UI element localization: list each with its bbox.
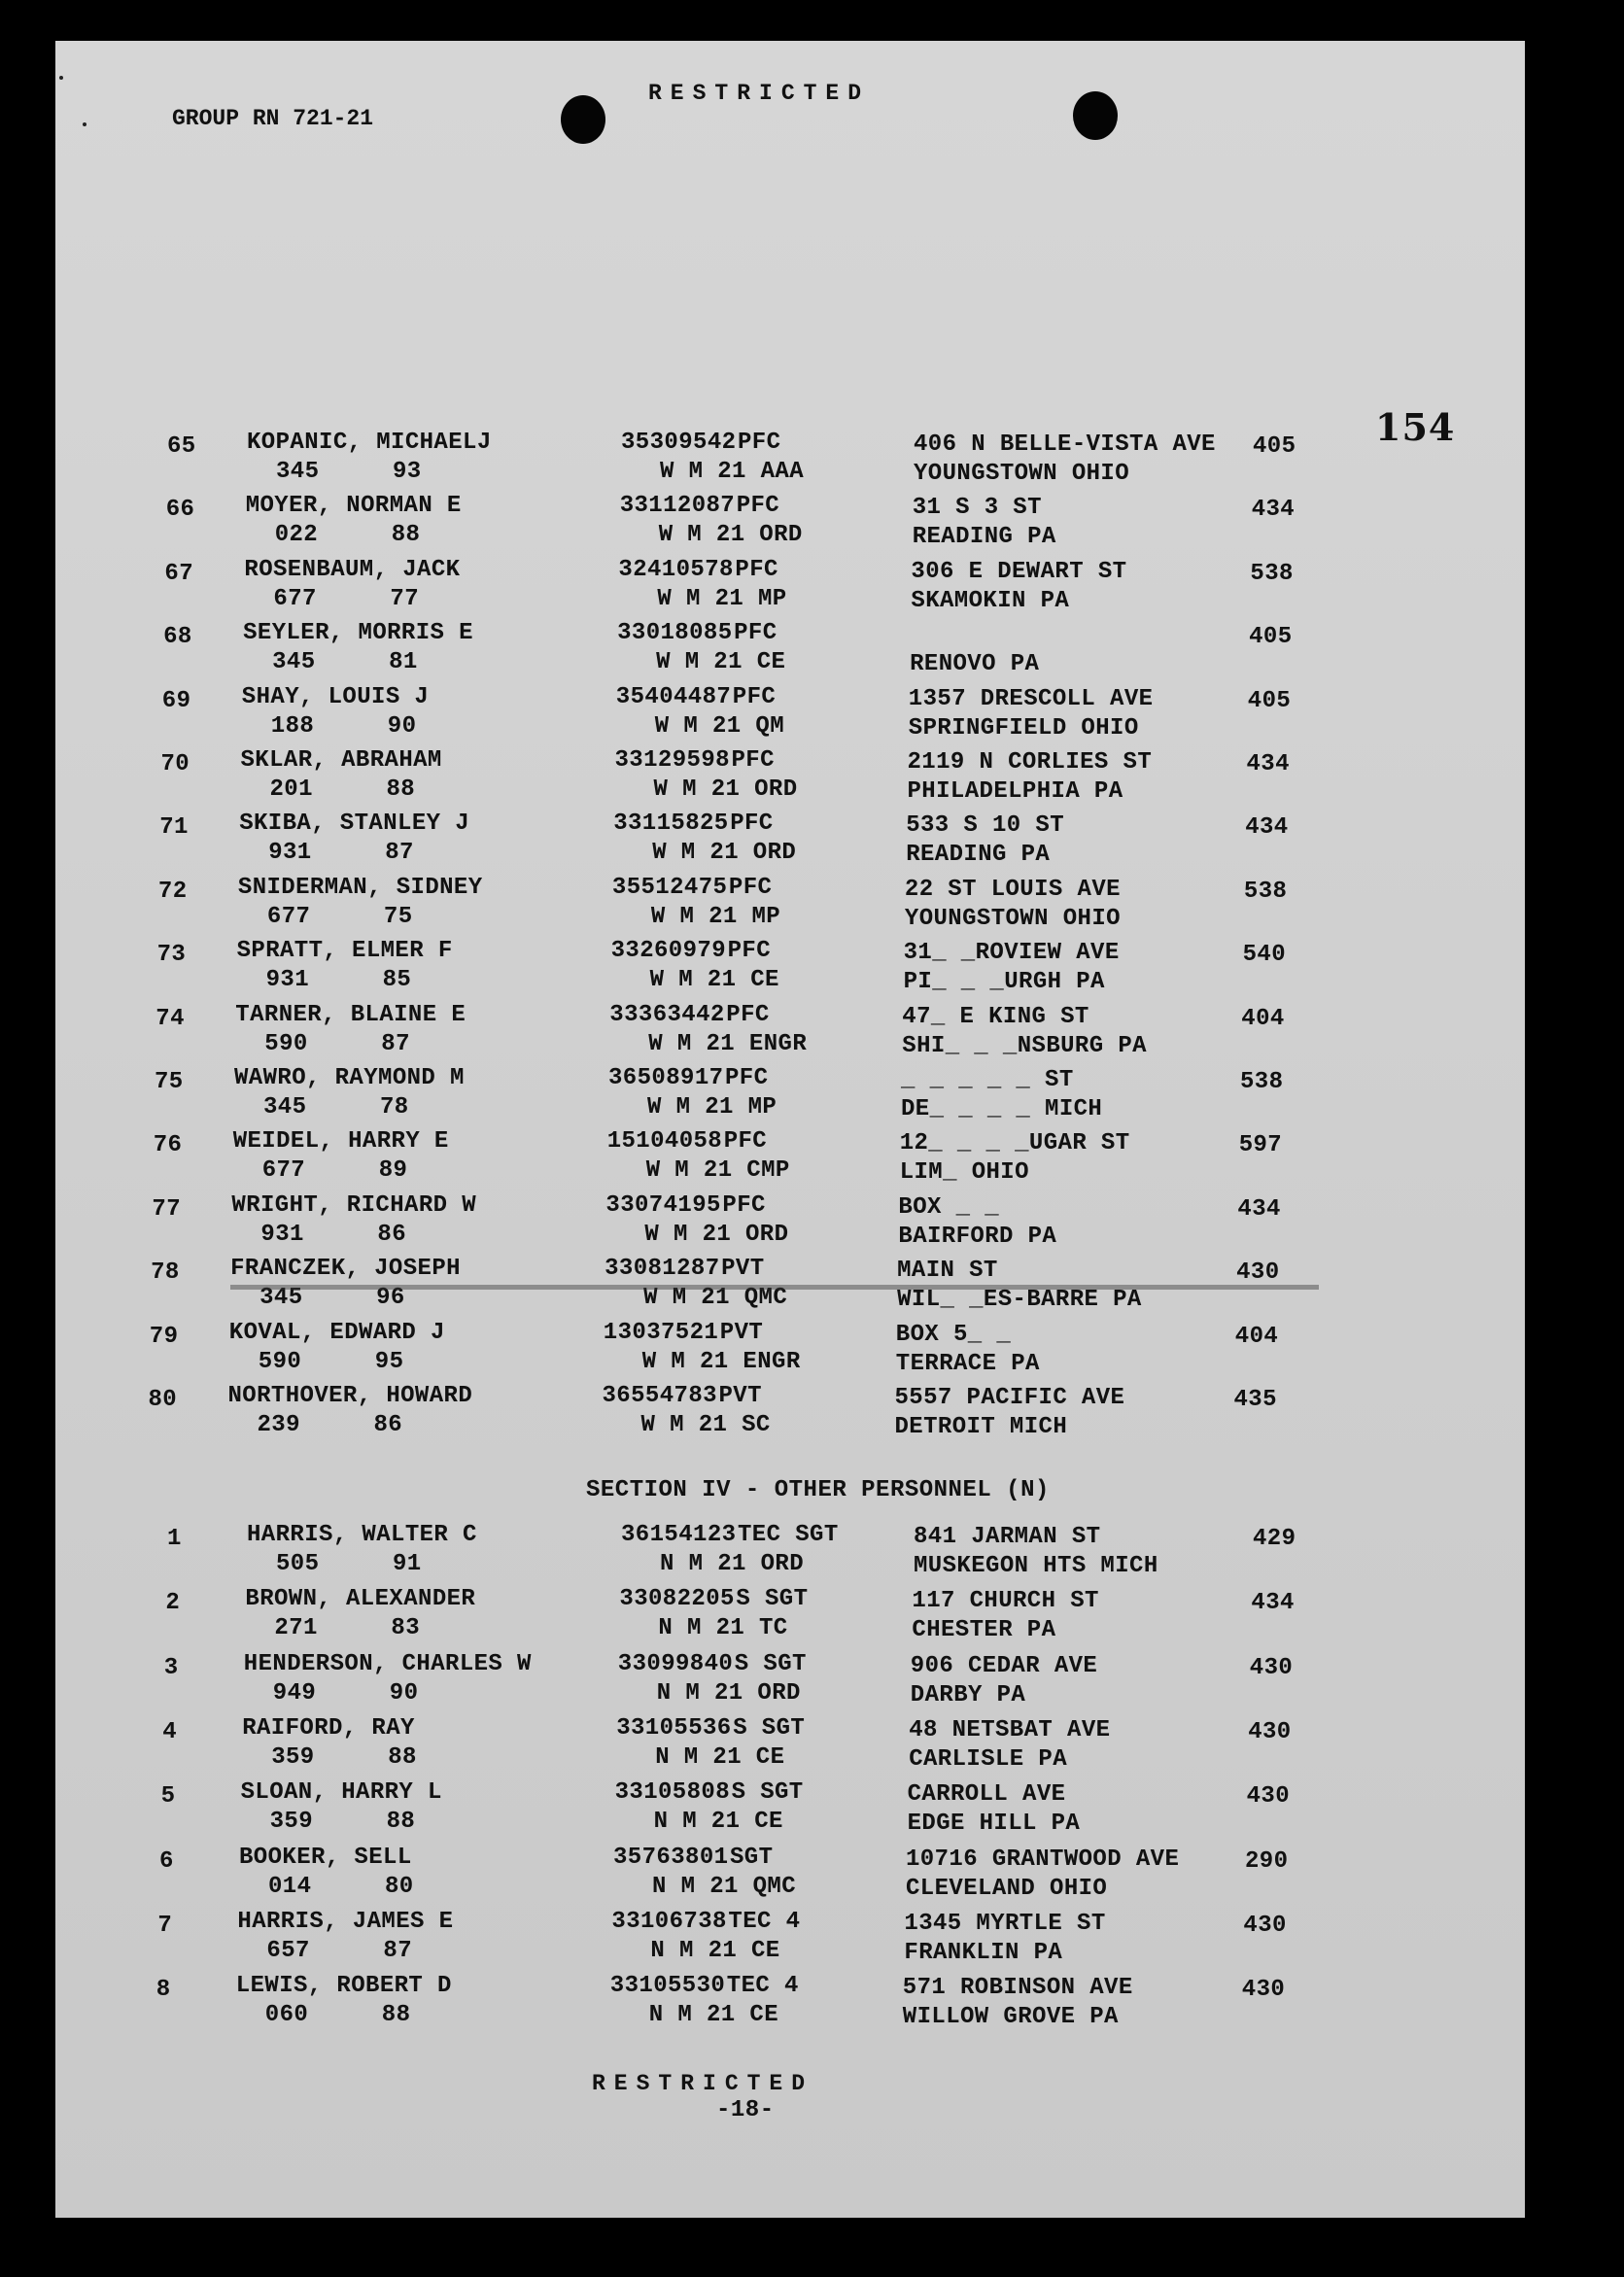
record-value: 434 [1237, 1195, 1281, 1223]
record-address-street: 306 E DEWART ST [911, 558, 1127, 585]
record-serial: 33082205 [619, 1586, 735, 1613]
record-address-city: SHI_ _ _NSBURG PA [902, 1032, 1147, 1059]
record-rank: TEC 4 [726, 1973, 799, 2000]
table-row [166, 493, 1332, 555]
scan-streak [230, 1285, 1319, 1290]
record-address-city: YOUNGSTOWN OHIO [914, 461, 1130, 487]
record-name: SEYLER, MORRIS E [243, 620, 473, 647]
record-address-city: TERRACE PA [895, 1350, 1040, 1377]
record-address-city: DETROIT MICH [894, 1414, 1068, 1440]
record-name: RAIFORD, RAY [242, 1714, 415, 1742]
record-classification: W M 21 CE [656, 649, 786, 676]
record-address-street: 2119 N CORLIES ST [907, 749, 1153, 776]
record-classification: W M 21 ORD [644, 1221, 789, 1248]
record-number: 3 [163, 1654, 179, 1681]
record-classification: W M 21 ENGR [648, 1030, 808, 1057]
record-serial: 35404487 [615, 683, 732, 710]
record-number: 75 [155, 1069, 184, 1095]
record-value: 405 [1249, 624, 1293, 651]
record-value: 290 [1245, 1847, 1289, 1875]
record-address-street: 571 ROBINSON AVE [902, 1975, 1133, 2002]
record-address-street: 31 S 3 ST [912, 495, 1042, 522]
record-address-street: 48 NETSBAT AVE [909, 1716, 1111, 1743]
record-serial: 35309542 [621, 430, 737, 456]
record-code-a: 060 [264, 2002, 309, 2029]
record-rank: PFC [726, 1001, 770, 1028]
record-serial: 33105536 [616, 1714, 732, 1742]
table-row [163, 620, 1330, 682]
record-number: 80 [148, 1387, 178, 1413]
table-row [159, 1845, 1326, 1907]
record-code-a: 931 [260, 1221, 304, 1248]
record-number: 8 [155, 1977, 171, 2004]
record-code-a: 345 [259, 1285, 303, 1312]
record-serial: 15104058 [606, 1128, 723, 1156]
record-value: 405 [1253, 433, 1296, 460]
speck [83, 122, 86, 126]
record-name: HENDERSON, CHARLES W [243, 1650, 532, 1677]
table-row [161, 747, 1328, 810]
record-rank: PFC [730, 811, 774, 838]
record-rank: PFC [723, 1128, 768, 1156]
record-address-street: 533 S 10 ST [906, 812, 1065, 840]
record-rank: PFC [727, 938, 772, 965]
record-name: SKLAR, ABRAHAM [240, 747, 442, 774]
record-name: ROSENBAUM, JACK [244, 556, 461, 583]
record-number: 70 [160, 751, 190, 777]
record-address-city: SPRINGFIELD OHIO [908, 714, 1139, 742]
record-address-city: LIM_ OHIO [899, 1159, 1029, 1187]
record-name: NORTHOVER, HOWARD [227, 1383, 473, 1409]
record-classification: W M 21 MP [650, 903, 781, 930]
record-rank: S SGT [731, 1779, 804, 1807]
table-row [162, 684, 1329, 746]
table-row [165, 1586, 1331, 1648]
record-classification: W M 21 MP [657, 585, 787, 612]
record-value: 540 [1242, 942, 1287, 969]
table-row [162, 1715, 1329, 1777]
record-address-street: 841 JARMAN ST [914, 1524, 1101, 1550]
record-code-a: 014 [268, 1873, 312, 1900]
record-address-street: 117 CHURCH ST [912, 1588, 1099, 1615]
record-value: 434 [1246, 751, 1290, 777]
page-number: 154 [1375, 405, 1456, 449]
record-value: 434 [1245, 814, 1289, 842]
record-rank: PFC [725, 1065, 769, 1091]
record-serial: 33363442 [609, 1001, 725, 1028]
record-name: BOOKER, SELL [239, 1844, 412, 1871]
record-code-b: 86 [377, 1221, 406, 1248]
record-classification: W M 21 AAA [660, 459, 805, 485]
record-code-a: 359 [271, 1743, 315, 1771]
record-address-street: 47_ E KING ST [902, 1003, 1089, 1030]
record-number: 69 [161, 687, 191, 714]
record-number: 5 [160, 1783, 176, 1811]
record-rank: S SGT [736, 1586, 809, 1613]
record-address-city: DARBY PA [910, 1681, 1026, 1708]
table-row [157, 1909, 1324, 1971]
speck [59, 76, 63, 80]
table-row [164, 557, 1330, 619]
record-address-street: 12_ _ _ _UGAR ST [899, 1130, 1130, 1157]
record-code-b: 87 [383, 1937, 412, 1964]
record-address-street: _ _ _ _ _ ST [901, 1067, 1074, 1093]
record-code-b: 91 [393, 1551, 422, 1577]
record-name: LEWIS, ROBERT D [235, 1973, 452, 2000]
record-serial: 13037521 [603, 1319, 719, 1346]
record-code-a: 239 [257, 1412, 300, 1438]
record-value: 430 [1236, 1259, 1280, 1287]
record-number: 68 [163, 624, 192, 651]
record-rank: S SGT [733, 1714, 806, 1742]
record-value: 404 [1241, 1005, 1285, 1032]
record-name: SPRATT, ELMER F [236, 938, 453, 965]
record-code-a: 345 [272, 649, 316, 676]
record-code-b: 88 [391, 522, 421, 549]
record-rank: PFC [734, 620, 777, 647]
record-code-b: 77 [390, 585, 419, 612]
record-rank: PFC [731, 747, 775, 774]
record-name: TARNER, BLAINE E [235, 1001, 466, 1028]
record-code-b: 85 [382, 967, 412, 994]
record-number: 2 [165, 1590, 181, 1617]
record-value: 404 [1234, 1323, 1279, 1350]
record-code-b: 89 [378, 1157, 408, 1185]
record-classification: N M 21 CE [655, 1743, 785, 1771]
record-classification: W M 21 QM [654, 712, 785, 740]
record-name: HARRIS, WALTER C [247, 1522, 477, 1548]
record-code-b: 80 [385, 1873, 414, 1900]
record-rank: PVT [718, 1383, 762, 1409]
record-value: 429 [1253, 1526, 1296, 1552]
record-address-street: MAIN ST [897, 1258, 998, 1285]
record-code-a: 677 [261, 1157, 306, 1185]
record-name: SHAY, LOUIS J [241, 683, 430, 710]
record-code-b: 88 [381, 2002, 411, 2029]
record-number: 65 [167, 433, 196, 460]
record-value: 430 [1241, 1977, 1286, 2004]
record-value: 597 [1238, 1132, 1283, 1159]
record-code-b: 88 [388, 1743, 417, 1771]
record-number: 73 [156, 942, 187, 969]
footer-page-number: -18- [716, 2097, 775, 2123]
record-number: 1 [167, 1526, 182, 1552]
record-code-b: 90 [389, 1679, 419, 1707]
record-classification: W M 21 QMC [643, 1285, 788, 1312]
record-address-city: CARLISLE PA [909, 1745, 1068, 1773]
record-serial: 33106738 [611, 1908, 727, 1935]
record-rank: TEC SGT [738, 1522, 839, 1548]
punch-hole [1073, 91, 1118, 140]
record-serial: 33105808 [614, 1779, 731, 1807]
document-page [55, 41, 1525, 2218]
record-name: HARRIS, JAMES E [237, 1908, 454, 1935]
record-classification: N M 21 QMC [652, 1873, 797, 1900]
record-address-street: 22 ST LOUIS AVE [904, 876, 1121, 903]
record-code-a: 677 [273, 585, 317, 612]
table-row [157, 938, 1324, 1000]
record-code-b: 90 [387, 712, 417, 740]
record-classification: W M 21 ENGR [641, 1348, 801, 1375]
record-number: 78 [151, 1259, 180, 1287]
record-value: 430 [1246, 1783, 1291, 1811]
record-code-b: 87 [381, 1030, 410, 1057]
record-code-b: 86 [373, 1412, 403, 1438]
record-code-a: 271 [274, 1615, 318, 1642]
record-serial: 35763801 [613, 1844, 729, 1871]
record-address-street: 906 CEDAR AVE [910, 1652, 1098, 1679]
record-classification: N M 21 CE [648, 2002, 779, 2029]
record-number: 6 [159, 1847, 174, 1875]
record-value: 538 [1250, 560, 1294, 587]
record-serial: 36554783 [602, 1383, 717, 1409]
record-name: WAWRO, RAYMOND M [234, 1065, 465, 1091]
record-code-b: 78 [380, 1094, 409, 1121]
record-address-street: 10716 GRANTWOOD AVE [906, 1846, 1180, 1873]
record-name: SKIBA, STANLEY J [239, 811, 470, 838]
record-rank: S SGT [734, 1650, 807, 1677]
record-rank: PVT [719, 1319, 764, 1346]
table-row [155, 1002, 1322, 1064]
record-address-street: 5557 PACIFIC AVE [894, 1385, 1125, 1411]
record-code-b: 95 [374, 1348, 404, 1375]
record-code-a: 359 [269, 1809, 314, 1836]
record-serial: 33260979 [610, 938, 727, 965]
record-number: 79 [149, 1323, 179, 1350]
punch-hole [561, 95, 605, 144]
table-row [158, 875, 1325, 937]
record-value: 405 [1247, 687, 1292, 714]
record-number: 71 [159, 814, 189, 842]
record-serial: 33099840 [617, 1650, 734, 1677]
record-code-a: 345 [263, 1094, 307, 1121]
record-address-city: READING PA [906, 842, 1051, 869]
record-code-a: 201 [269, 776, 313, 803]
record-name: SNIDERMAN, SIDNEY [237, 874, 483, 901]
table-row [167, 1522, 1333, 1584]
record-name: FRANCZEK, JOSEPH [230, 1256, 461, 1283]
record-value: 430 [1243, 1912, 1287, 1939]
record-serial: 33018085 [617, 620, 733, 647]
table-row [164, 1651, 1330, 1713]
table-row [152, 1192, 1318, 1255]
record-name: KOPANIC, MICHAELJ [247, 430, 492, 456]
record-number: 7 [157, 1912, 173, 1939]
record-number: 4 [162, 1718, 177, 1745]
record-number: 77 [152, 1195, 181, 1223]
record-code-a: 188 [270, 712, 315, 740]
record-serial: 33115825 [613, 811, 729, 838]
record-address-city: PI_ _ _URGH PA [903, 969, 1105, 996]
record-address-street: 406 N BELLE-VISTA AVE [914, 431, 1216, 458]
record-code-a: 590 [258, 1348, 302, 1375]
record-address-city: PHILADELPHIA PA [907, 778, 1123, 805]
record-value: 538 [1243, 878, 1288, 905]
record-rank: SGT [730, 1844, 774, 1871]
record-address-city: SKAMOKIN PA [911, 587, 1070, 614]
record-name: MOYER, NORMAN E [245, 493, 462, 520]
record-value: 430 [1249, 1654, 1294, 1681]
record-code-b: 96 [376, 1285, 405, 1312]
record-name: KOVAL, EDWARD J [228, 1319, 445, 1346]
table-row [159, 811, 1326, 873]
record-address-city: MUSKEGON HTS MICH [914, 1553, 1158, 1579]
record-code-a: 022 [274, 522, 319, 549]
record-serial: 33129598 [614, 747, 730, 774]
record-classification: W M 21 SC [640, 1412, 771, 1438]
record-name: BROWN, ALEXANDER [245, 1586, 476, 1613]
record-value: 435 [1233, 1387, 1277, 1413]
table-row [154, 1128, 1320, 1190]
record-code-b: 81 [389, 649, 418, 676]
record-value: 538 [1240, 1069, 1284, 1095]
record-number: 76 [153, 1132, 183, 1159]
record-name: SLOAN, HARRY L [240, 1779, 442, 1807]
record-classification: N M 21 CE [650, 1937, 780, 1964]
record-classification: W M 21 CMP [645, 1157, 790, 1185]
record-classification: N M 21 ORD [660, 1551, 805, 1577]
record-address-city: FRANKLIN PA [904, 1939, 1063, 1966]
record-rank: TEC 4 [728, 1908, 801, 1935]
record-address-city: BAIRFORD PA [898, 1223, 1057, 1250]
table-row [150, 1320, 1316, 1382]
table-row [161, 1779, 1328, 1842]
record-classification: N M 21 ORD [656, 1679, 801, 1707]
record-classification: N M 21 CE [653, 1809, 783, 1836]
record-number: 67 [164, 560, 193, 587]
record-code-b: 88 [386, 776, 416, 803]
record-rank: PFC [735, 556, 778, 583]
record-address-street: BOX _ _ [898, 1193, 1000, 1221]
record-code-a: 677 [266, 903, 311, 930]
record-code-b: 75 [383, 903, 413, 930]
record-rank: PFC [732, 683, 777, 710]
record-classification: W M 21 ORD [658, 522, 803, 549]
record-rank: PFC [736, 493, 780, 520]
record-address-street: 1357 DRESCOLL AVE [908, 685, 1154, 712]
record-address-street: CARROLL AVE [907, 1781, 1066, 1809]
record-address-city: WILLOW GROVE PA [902, 2004, 1119, 2031]
record-classification: W M 21 ORD [652, 840, 797, 867]
table-row [155, 1065, 1321, 1127]
record-classification: N M 21 TC [658, 1615, 788, 1642]
record-classification: W M 21 MP [647, 1094, 777, 1121]
record-code-a: 949 [272, 1679, 317, 1707]
record-code-a: 931 [265, 967, 310, 994]
record-code-b: 83 [391, 1615, 420, 1642]
table-row [149, 1383, 1315, 1445]
record-rank: PVT [721, 1256, 765, 1283]
record-address-city: DE_ _ _ _ MICH [901, 1096, 1103, 1122]
record-address-city: WIL_ _ES-BARRE PA [897, 1287, 1142, 1314]
record-rank: PFC [738, 430, 781, 456]
record-serial: 35512475 [611, 874, 728, 901]
record-classification: W M 21 CE [649, 967, 779, 994]
record-serial: 33112087 [619, 493, 736, 520]
record-address-street: BOX 5_ _ [895, 1321, 1012, 1348]
record-code-a: 505 [276, 1551, 320, 1577]
record-address-city: EDGE HILL PA [907, 1811, 1081, 1838]
record-rank: PFC [728, 874, 773, 901]
record-number: 72 [157, 878, 188, 905]
record-serial: 33105530 [609, 1973, 726, 2000]
record-name: WEIDEL, HARRY E [232, 1128, 449, 1156]
table-row [167, 430, 1333, 492]
record-address-street: 31_ _ROVIEW AVE [903, 940, 1120, 967]
record-serial: 32410578 [618, 556, 734, 583]
table-row [156, 1973, 1323, 2035]
header-classification: RESTRICTED [648, 81, 871, 106]
record-address-city: CLEVELAND OHIO [906, 1875, 1108, 1902]
record-name: WRIGHT, RICHARD W [231, 1191, 477, 1219]
section-title: SECTION IV - OTHER PERSONNEL (N) [586, 1477, 1050, 1503]
record-value: 434 [1251, 1590, 1295, 1617]
record-number: 66 [165, 497, 195, 524]
record-code-b: 87 [385, 840, 414, 867]
group-label: GROUP RN 721-21 [172, 106, 374, 131]
footer-classification: RESTRICTED [592, 2071, 814, 2096]
record-serial: 33081287 [605, 1256, 720, 1283]
record-code-a: 345 [276, 459, 320, 485]
record-code-b: 88 [386, 1809, 416, 1836]
record-code-a: 931 [268, 840, 312, 867]
record-value: 434 [1251, 497, 1296, 524]
record-address-city: READING PA [912, 524, 1056, 551]
record-value: 430 [1248, 1718, 1292, 1745]
record-code-a: 657 [266, 1937, 310, 1964]
record-code-a: 590 [264, 1030, 308, 1057]
record-address-city: YOUNGSTOWN OHIO [904, 905, 1121, 932]
record-address-city: CHESTER PA [912, 1617, 1056, 1644]
record-code-b: 93 [393, 459, 422, 485]
record-serial: 36154123 [621, 1522, 737, 1548]
record-number: 74 [155, 1005, 185, 1032]
record-classification: W M 21 ORD [653, 776, 798, 803]
record-serial: 33074195 [605, 1191, 721, 1219]
record-rank: PFC [722, 1191, 766, 1219]
record-address-city: RENOVO PA [910, 651, 1040, 678]
record-address-street: 1345 MYRTLE ST [904, 1910, 1106, 1937]
record-serial: 36508917 [608, 1065, 724, 1091]
